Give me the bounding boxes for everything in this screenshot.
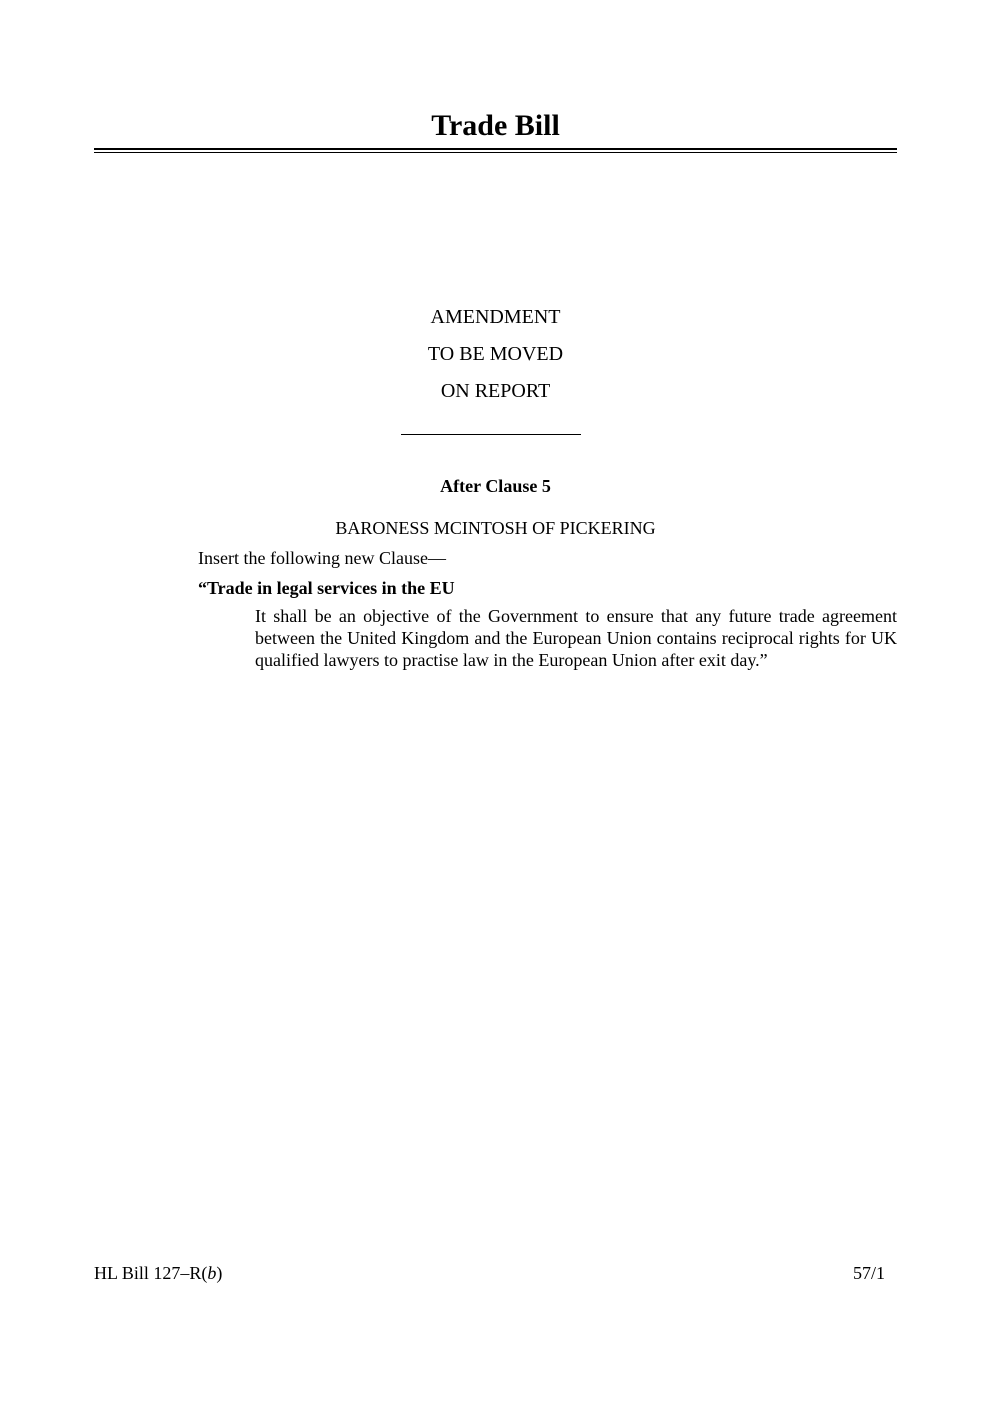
bill-reference-prefix: HL Bill 127–R( — [94, 1263, 208, 1283]
bill-reference-letter: b — [207, 1263, 217, 1283]
clause-position-heading: After Clause 5 — [440, 476, 551, 496]
heading-on-report: ON REPORT — [440, 380, 551, 402]
section-divider — [401, 434, 581, 435]
heading-to-be-moved: TO BE MOVED — [427, 343, 564, 365]
bill-title: Trade Bill — [431, 109, 560, 142]
new-clause-body: It shall be an objective of the Government to ensure that any future trade agreement between the United Kingdom and the European Union contains reciprocal rights for UK qualified lawyers to practise law in the European Union after exit day.” — [255, 606, 897, 670]
amendment-number: 57/1 — [852, 1263, 885, 1283]
bill-reference-suffix: ) — [216, 1263, 223, 1283]
amendment-mover: BARONESS MCINTOSH OF PICKERING — [335, 518, 656, 538]
heading-amendment: AMENDMENT — [430, 306, 561, 328]
title-double-rule — [94, 148, 897, 153]
bill-reference — [94, 1262, 222, 1284]
insert-instruction: Insert the following new Clause— — [198, 548, 446, 568]
new-clause-title: “Trade in legal services in the EU — [198, 578, 455, 598]
